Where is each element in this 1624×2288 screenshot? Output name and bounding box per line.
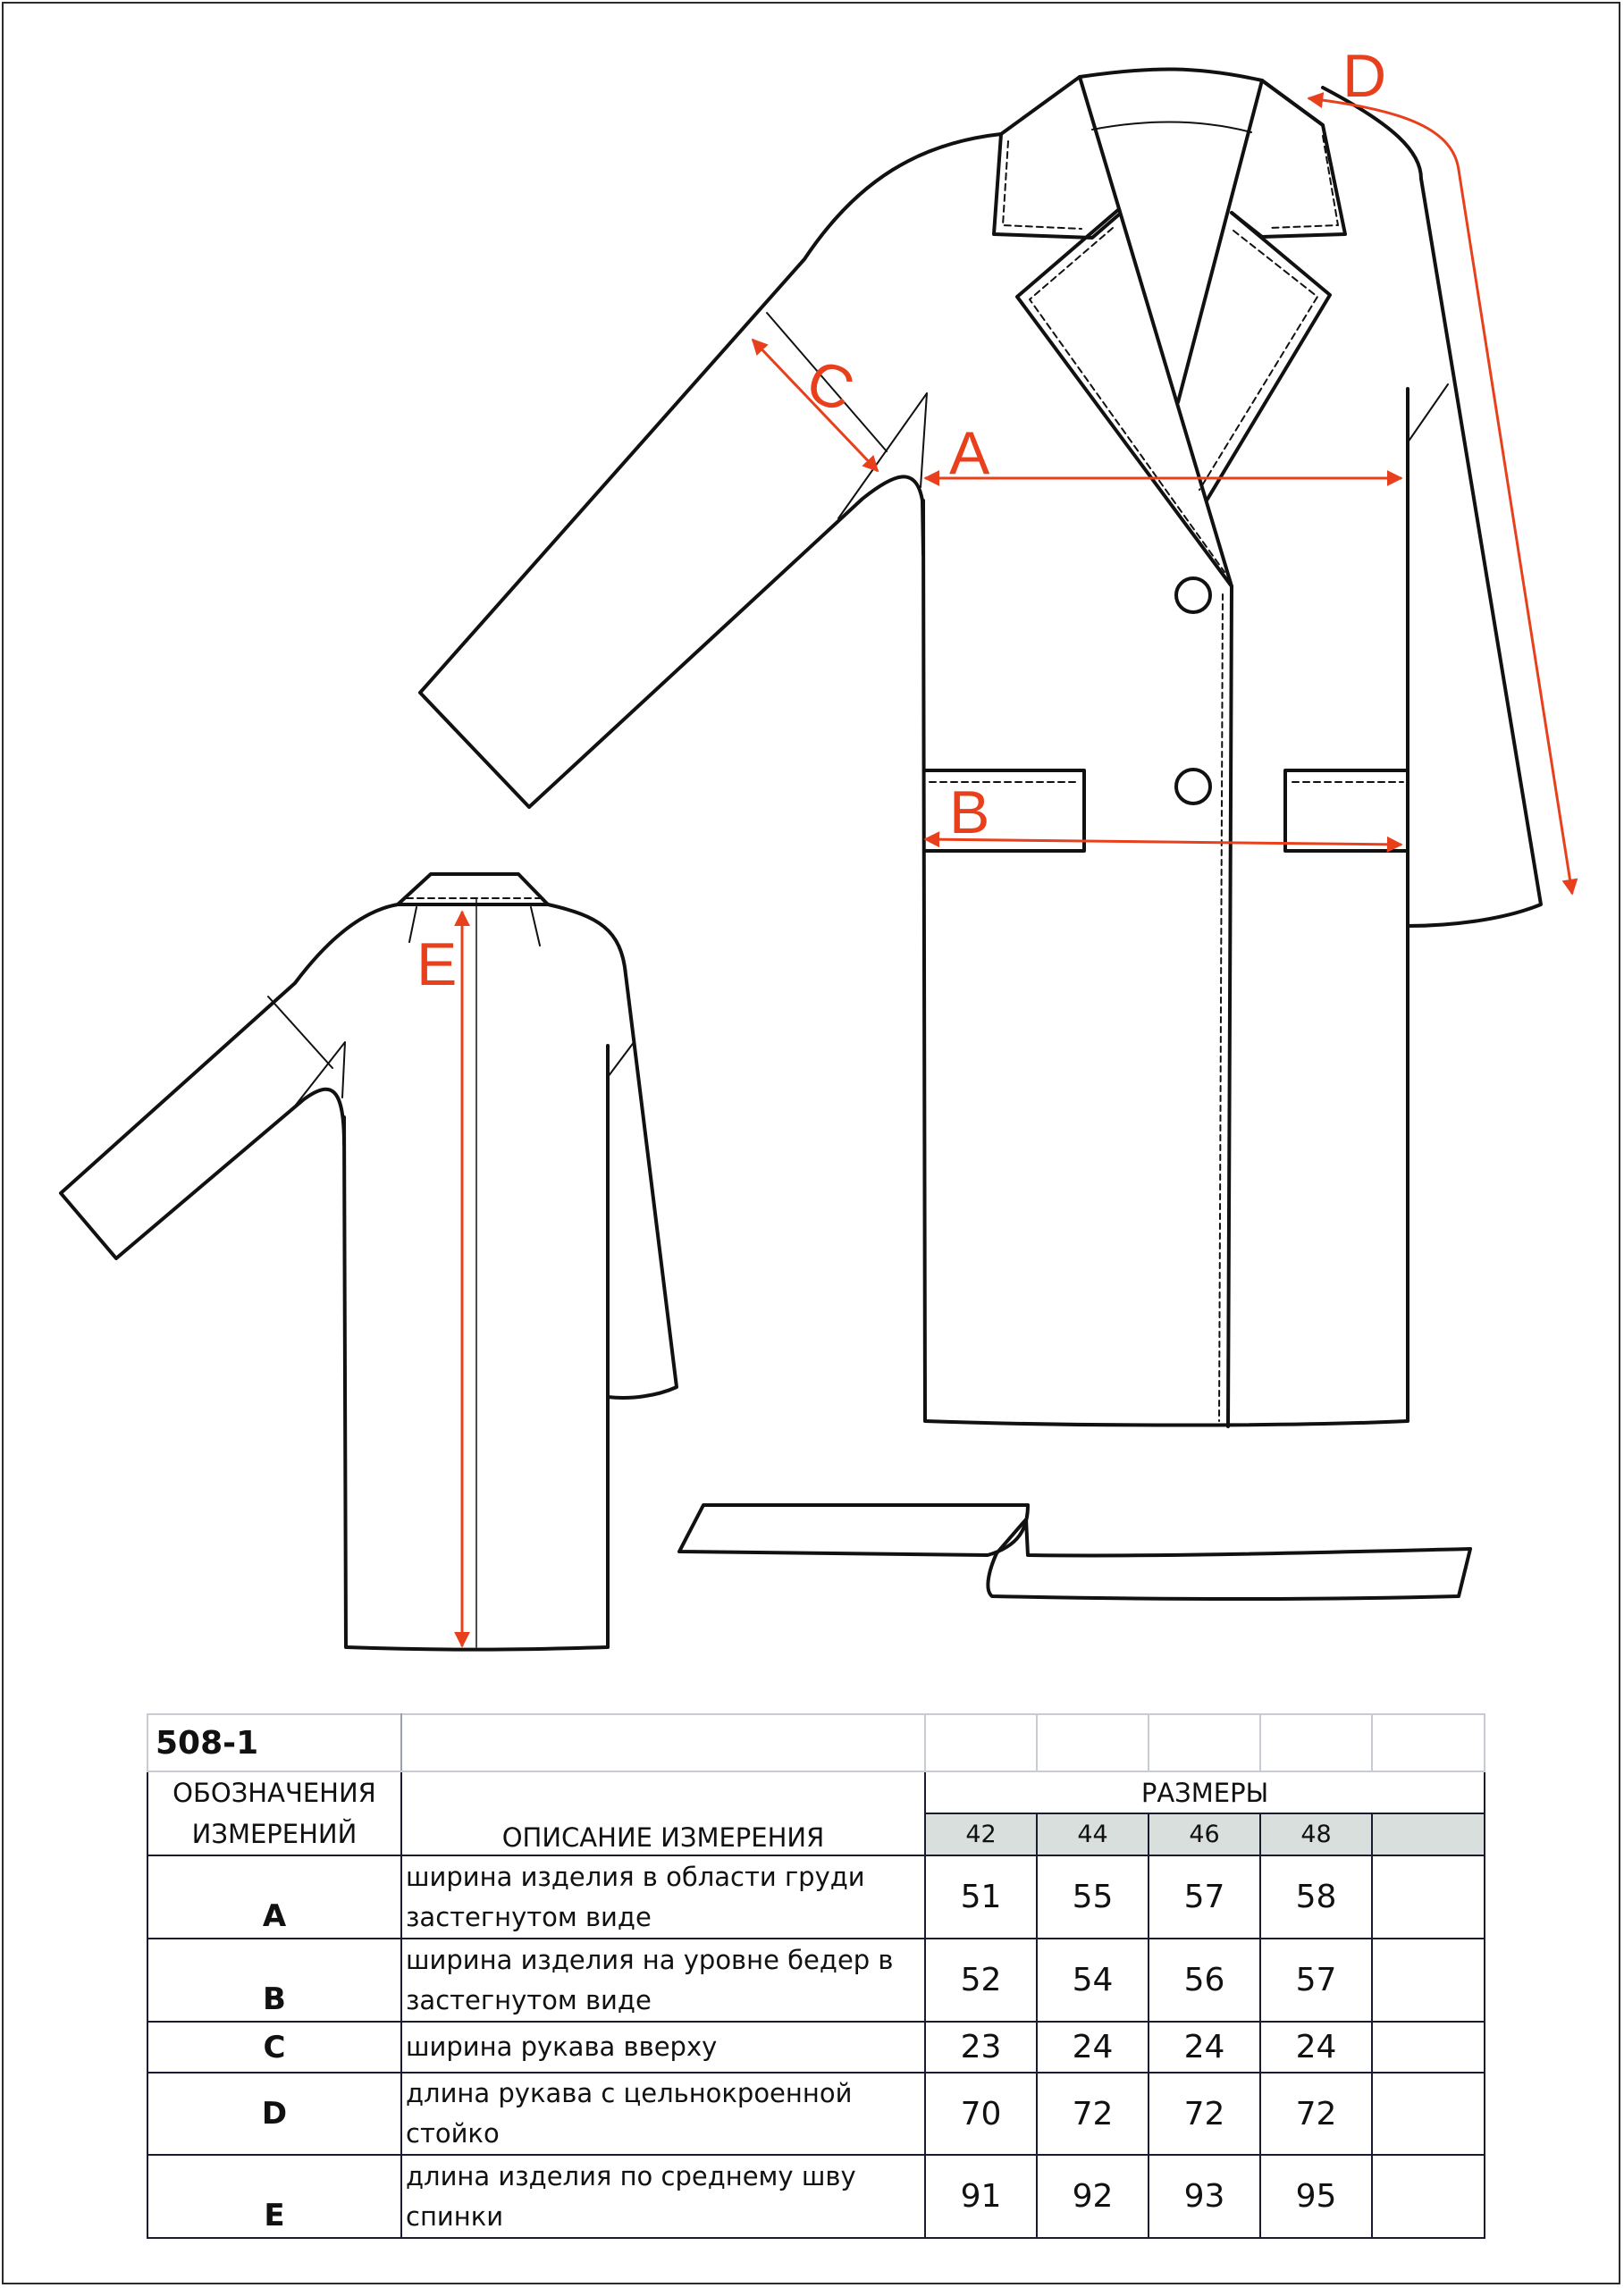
model-code: 508-1: [147, 1714, 401, 1771]
measure-value: 51: [925, 1855, 1037, 1939]
measure-value: 72: [1260, 2073, 1372, 2155]
measure-mark: E: [147, 2155, 401, 2238]
dimension-label-e: E: [417, 930, 458, 998]
measure-value: 91: [925, 2155, 1037, 2238]
table-row: [147, 1939, 1485, 2022]
description-header: ОПИСАНИЕ ИЗМЕРЕНИЯ: [401, 1771, 925, 1855]
measure-value: 58: [1260, 1855, 1372, 1939]
empty-cell: [1372, 2155, 1485, 2238]
empty-cell: [1372, 2022, 1485, 2073]
measure-value: 56: [1149, 1939, 1260, 2022]
measure-value: 57: [1260, 1939, 1372, 2022]
measure-value: 24: [1149, 2022, 1260, 2073]
measure-value: 24: [1260, 2022, 1372, 2073]
empty-cell: [1372, 1855, 1485, 1939]
measure-description: ширина изделия на уровне бедер в застегнутом виде: [401, 1939, 925, 2022]
measure-description: ширина изделия в области груди застегнутом виде: [401, 1855, 925, 1939]
measure-description: длина рукава с цельнокроенной стойко: [401, 2073, 925, 2155]
model-row: [147, 1714, 1485, 1771]
empty-cell: [1260, 1714, 1372, 1771]
measure-value: 23: [925, 2022, 1037, 2073]
measure-mark: B: [147, 1939, 401, 2022]
measure-value: 55: [1037, 1855, 1149, 1939]
measure-mark: C: [147, 2022, 401, 2073]
empty-cell: [925, 1714, 1037, 1771]
measure-value: 57: [1149, 1855, 1260, 1939]
dimension-label-c: C: [797, 346, 862, 425]
measure-value: 92: [1037, 2155, 1149, 2238]
empty-size-cell: [1372, 1813, 1485, 1855]
measure-value: 54: [1037, 1939, 1149, 2022]
empty-cell: [401, 1714, 925, 1771]
table-row: [147, 2022, 1485, 2073]
measure-mark: D: [147, 2073, 401, 2155]
measure-mark: A: [147, 1855, 401, 1939]
empty-cell: [1372, 1714, 1485, 1771]
coat-front-sketch: [420, 69, 1541, 1426]
table-row: [147, 1855, 1485, 1939]
dimension-label-b: B: [949, 778, 990, 846]
empty-cell: [1149, 1714, 1260, 1771]
dimension-labels: [417, 42, 1386, 998]
table-row: [147, 2155, 1485, 2238]
measure-value: 70: [925, 2073, 1037, 2155]
empty-cell: [1372, 1939, 1485, 2022]
table-row: [147, 2073, 1485, 2155]
measure-value: 72: [1149, 2073, 1260, 2155]
empty-cell: [1037, 1714, 1149, 1771]
measure-description: ширина рукава вверху: [401, 2022, 925, 2073]
size-46: 46: [1149, 1813, 1260, 1855]
coat-back-sketch: [61, 874, 677, 1650]
measure-value: 72: [1037, 2073, 1149, 2155]
measure-value: 93: [1149, 2155, 1260, 2238]
measure-description: длина изделия по среднему шву спинки: [401, 2155, 925, 2238]
belt-sketch: [679, 1505, 1470, 1599]
marks-header: ОБОЗНАЧЕНИЯ ИЗМЕРЕНИЙ: [147, 1771, 401, 1855]
measure-value: 24: [1037, 2022, 1149, 2073]
size-42: 42: [925, 1813, 1037, 1855]
dimension-label-a: A: [949, 419, 990, 487]
dimension-lines: [462, 98, 1572, 1646]
header-row: [147, 1771, 1485, 1813]
size-48: 48: [1260, 1813, 1372, 1855]
sizes-header: РАЗМЕРЫ: [925, 1771, 1485, 1813]
empty-cell: [1372, 2073, 1485, 2155]
size-44: 44: [1037, 1813, 1149, 1855]
measure-value: 95: [1260, 2155, 1372, 2238]
measure-value: 52: [925, 1939, 1037, 2022]
size-chart-table: [147, 1713, 1485, 2239]
dimension-label-d: D: [1342, 42, 1387, 110]
